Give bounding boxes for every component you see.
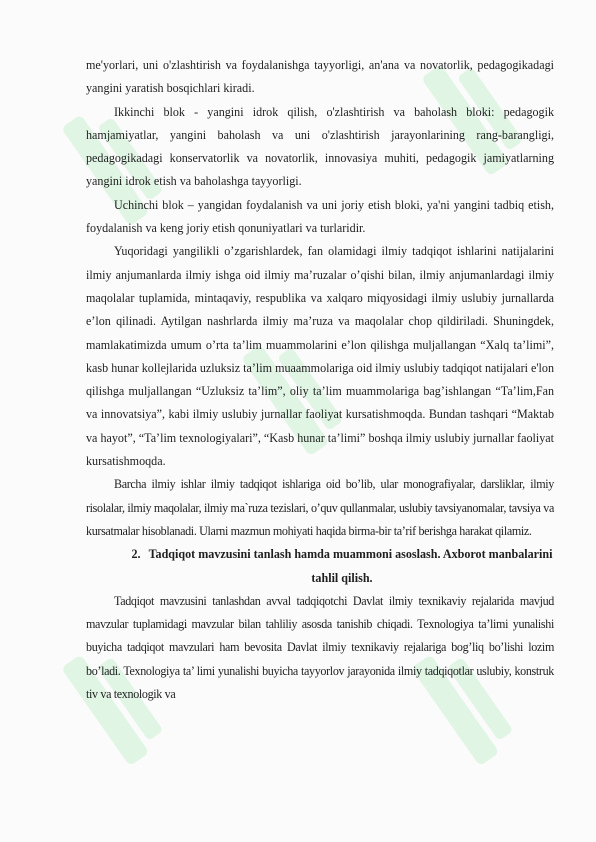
document-body bbox=[86, 54, 554, 706]
section-title: Tadqiqot mavzusini tanlash hamda muammoni asoslash. Axborot manbalarini tahlil qilish. bbox=[148, 547, 553, 585]
paragraph-topic-selection: Tadqiqot mavzusini tanlashdan avval tadqiqotchi Davlat ilmiy texnikaviy rejalarida mavjud mavzular tuplamidagi mavzular bilan tahliliy asosda tanishib chiqadi. Texnologiya ta’limi yunalishi buyicha tadqiqot mavzulari ham bevosita Davlat ilmiy texnikaviy rejalariga bog’liq bo’lishi lozim bo’ladi. Texnologiya ta’ limi yunalishi buyicha tayyorlov jarayonida ilmiy tadqiqotlar uslubiy, konstruk tiv va texnologik va bbox=[86, 593, 554, 702]
paragraph-scientific-works: Barcha ilmiy ishlar ilmiy tadqiqot ishlariga oid bo’lib, ular monografiyalar, darsliklar, ilmiy risolalar, ilmiy maqolalar, ilmiy ma`ruza tezislari, o’quv qullanmalar, uslubiy tavsiyanomalar, tavsiya va kursatmalar hisoblanadi. Ularni mazmun mohiyati haqida birma-bir ta’rif berishga harakat qilamiz. bbox=[86, 477, 554, 538]
section-number: 2. bbox=[131, 547, 141, 562]
paragraph-journals: Yuqoridagi yangilikli o’zgarishlardek, fan olamidagi ilmiy tadqiqot ishlarini natijalarini ilmiy anjumanlarda ilmiy ishga oid ilmiy ma’ruzalar o’qishi bilan, ilmiy anjumanlardagi ilmiy maqolalar tuplamida, mintaqaviy, respublika va xalqaro miqyosidagi ilmiy uslubiy jurnallarda e’lon qilinadi. Aytilgan nashrlarda ilmiy ma’ruza va maqolalar chop qildiriladi. Shuningdek, mamlakatimizda umum o’rta ta’lim muammolarini e’lon qilishga muljallangan “Xalq ta’limi”, kasb hunar kollejlarida uzluksiz ta’lim muaammolariga oid ilmiy uslubiy tadqiqot natijalari e'lon qilishga muljallangan “Uzluksiz ta’lim”, oliy ta’lim muammolariga bag’ishlangan “Ta’lim,Fan va innovatsiya”, kabi ilmiy uslubiy jurnallar faoliyat kursatishmoqda. Bundan tashqari “Maktab va hayot”, “Ta’lim texnologiyalari”, “Kasb hunar ta’limi” boshqa ilmiy uslubiy jurnallar faoliyat kursatishmoqda. bbox=[86, 244, 555, 469]
paragraph-third-block: Uchinchi blok – yangidan foydalanish va uni joriy etish bloki, ya'ni yangini tadbiq etish, foydalanish va keng joriy etish qonuniyatlari va turlaridir. bbox=[86, 197, 554, 236]
section-heading bbox=[86, 543, 554, 590]
paragraph-second-block: Ikkinchi blok - yangini idrok qilish, o'zlashtirish va baholash bloki: pedagogik hamjamiyatlar, yangini baholash va uni o'zlashtirish jarayonlarining rang-barangligi, pedagogikadagi konservatorlik va novatorlik, innovasiya muhiti, pedagogik jamiyatlarning yangini idrok etish va baholashga tayyorligi. bbox=[86, 104, 554, 189]
paragraph-continuation: me'yorlari, uni o'zlashtirish va foydalanishga tayyorligi, an'ana va novatorlik, pedagogikadagi yangini yaratish bosqichlari kiradi. bbox=[86, 58, 554, 96]
